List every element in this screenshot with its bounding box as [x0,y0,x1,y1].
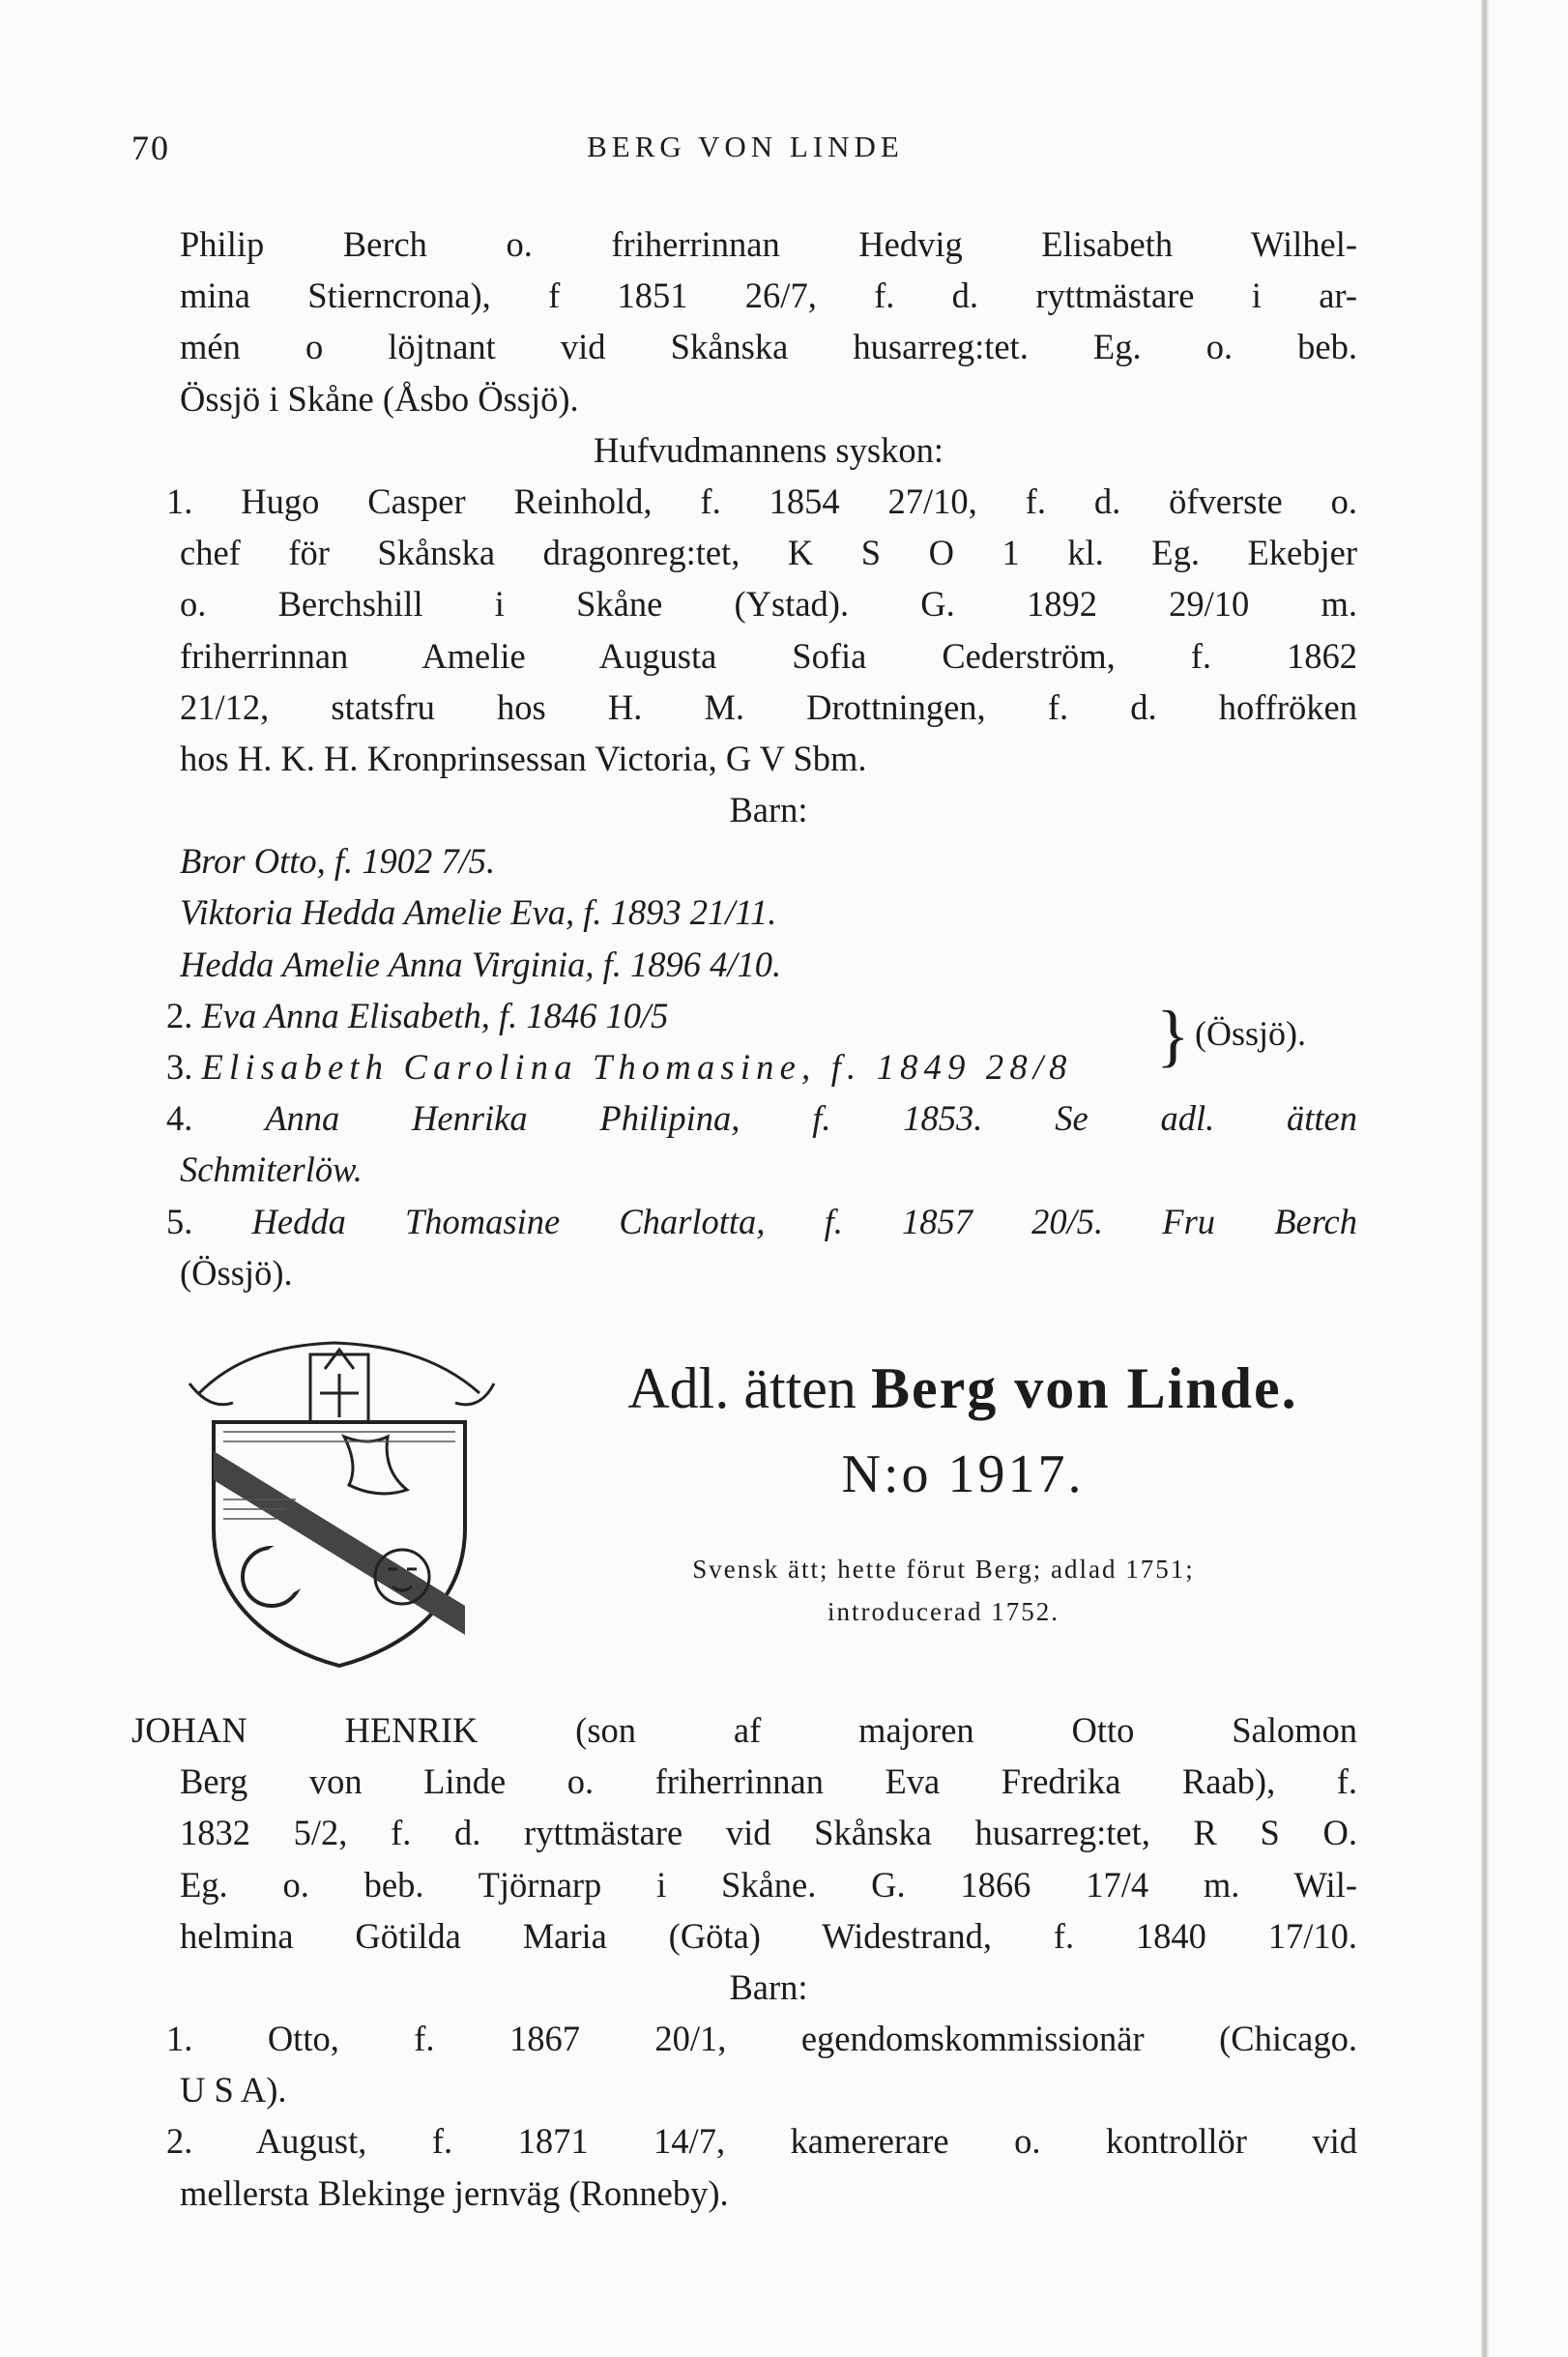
sibling-4-line [166,1092,1357,1144]
running-head: BERG VON LINDE [587,130,904,163]
child-1-line [166,2013,1357,2064]
main-entry-line: 1832 5/2, f. d. ryttmästare vid Skånska husarreg:tet, R S O. [180,1813,1357,1853]
page-header [131,128,1359,172]
child-1-number: 1. [166,2019,193,2059]
sibling-1-line: chef för Skånska dragonreg:tet, K S O 1 kl. Eg. Ekebjer [180,533,1357,573]
child-2-text: August, f. 1871 14/7, kamererare o. kontrollör vid [255,2121,1357,2162]
sibling-5-text: Hedda Thomasine Charlotta, f. 1857 20/5. Fru Berch [251,1201,1357,1241]
sibling-1-line: o. Berchshill i Skåne (Ystad). G. 1892 29/10 m. [180,584,1357,625]
text-block [131,218,1357,2219]
sibling-4-text: Anna Henrika Philipina, f. 1853. Se adl. ätten [265,1098,1357,1139]
page-binding-edge [1481,0,1489,2357]
sibling-5-line [166,1196,1357,1247]
sibling-2-3-note: (Össjö). [1195,1013,1306,1053]
prev-entry-line: Philip Berch o. friherrinnan Hedvig Elisabeth Wilhel- [180,224,1357,264]
sibling-1-text: Hugo Casper Reinhold, f. 1854 27/10, f. d. öfverste o. [241,480,1357,521]
child-1-line: U S A). [180,2070,287,2110]
sibling-3-text: Elisabeth Carolina Thomasine, f. 1849 28/8 [201,1047,1073,1087]
heraldic-shield-icon [180,1316,499,1673]
prev-entry-line: mina Stierncrona), f 1851 26/7, f. d. ryttmästare i ar- [180,276,1357,316]
siblings-heading: Hufvudmannens syskon: [594,429,944,470]
sibling-2-text: Eva Anna Elisabeth, f. 1846 10/5 [201,995,669,1035]
sibling-5-line: (Össjö). [180,1252,293,1293]
prev-entry-line: mén o löjtnant vid Skånska husarreg:tet. Eg. o. beb. [180,327,1357,367]
sibling-1-line [166,476,1357,527]
sibling-1-line: 21/12, statsfru hos H. M. Drottningen, f. d. hoffröken [180,686,1357,727]
family-title [557,1354,1369,1422]
family-note-line: Svensk ätt; hette förut Berg; adlad 1751; [692,1554,1195,1584]
children-heading: Barn: [729,790,808,830]
sibling-1-line: friherrinnan Amelie Augusta Sofia Cederström, f. 1862 [180,635,1357,676]
sibling-2-3-group [166,990,1357,1092]
main-entry-line: JOHAN HENRIK (son af majoren Otto Salomon [131,1709,1357,1750]
main-entry-line: Berg von Linde o. friherrinnan Eva Fredrika Raab), f. [180,1761,1357,1802]
sibling-1-number: 1. [166,480,193,521]
child-2-number: 2. [166,2121,193,2162]
family-number: N:o 1917. [841,1443,1085,1504]
sibling-3-number: 3. [166,1047,193,1087]
main-entry-line: helmina Götilda Maria (Göta) Widestrand, f. 1840 17/10. [180,1915,1357,1956]
page-number: 70 [131,129,170,167]
main-entry-line: Eg. o. beb. Tjörnarp i Skåne. G. 1866 17/4 m. Wil- [180,1864,1357,1905]
prev-entry-line: Össjö i Skåne (Åsbo Össjö). [180,378,579,419]
sibling-1-line: hos H. K. H. Kronprinsessan Victoria, G V Sbm. [180,738,867,778]
sibling-5-number: 5. [166,1201,193,1241]
sibling-4-number: 4. [166,1098,193,1139]
curly-brace-icon: } [1156,996,1190,1074]
sibling-4-line: Schmiterlöw. [180,1149,363,1190]
child-line: Viktoria Hedda Amelie Eva, f. 1893 21/11. [180,892,777,933]
child-line: Bror Otto, f. 1902 7/5. [180,841,496,882]
child-2-line: mellersta Blekinge jernväg (Ronneby). [180,2172,729,2213]
child-1-text: Otto, f. 1867 20/1, egendomskommissionär (Chicago. [267,2019,1357,2059]
family-title-name: Berg von Linde. [870,1355,1298,1420]
child-line: Hedda Amelie Anna Virginia, f. 1896 4/10. [180,944,782,984]
family-note-line: introducerad 1752. [828,1596,1060,1626]
children-heading: Barn: [729,1966,808,2007]
child-2-line [166,2115,1357,2167]
family-heading [180,1298,1357,1704]
family-title-prefix: Adl. ätten [627,1355,857,1420]
sibling-2-number: 2. [166,995,193,1035]
